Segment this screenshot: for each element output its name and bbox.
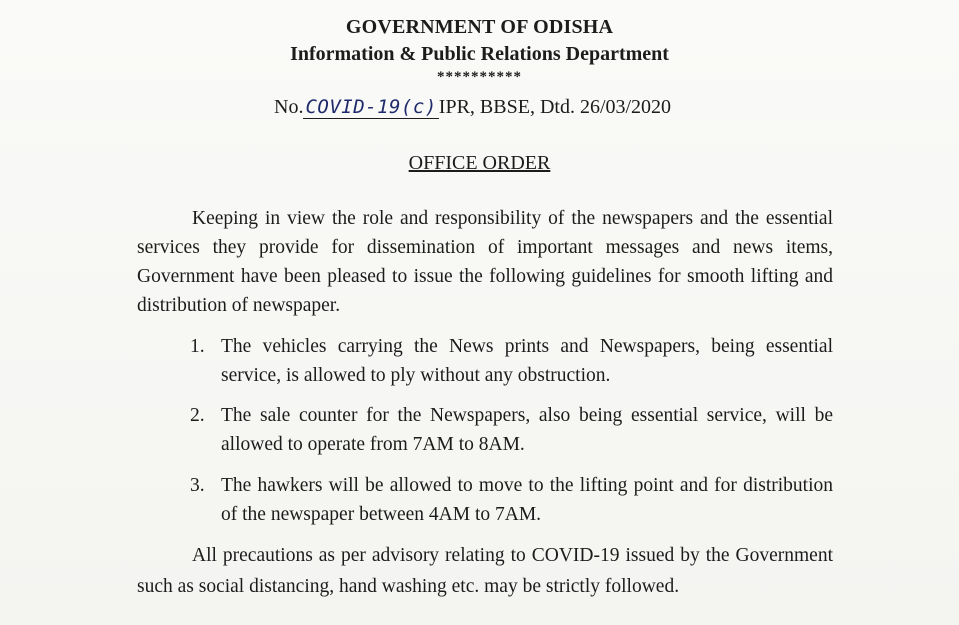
intro-paragraph: Keeping in view the role and responsibility of the newspapers and the essential services they provide for dissemination of important messages and news items, Government have been pleased to issue the following guidelines for smooth lifting and distribution of newspaper.: [137, 208, 833, 316]
guideline-item: [190, 332, 833, 390]
guideline-item: [190, 401, 833, 459]
guideline-number: 3.: [190, 475, 205, 496]
guideline-text: The hawkers will be allowed to move to the lifting point and for distribution of the newspaper between 4AM to 7AM.: [221, 475, 833, 525]
guideline-number: 2.: [190, 405, 205, 426]
guideline-text: The vehicles carrying the News prints and Newspapers, being essential service, is allowed to ply without any obstruction.: [221, 336, 833, 386]
handwritten-reference-number: COVID-19(c): [305, 96, 437, 118]
reference-prefix: No.: [274, 96, 304, 118]
guideline-text: The sale counter for the Newspapers, also being essential service, will be allowed to operate from 7AM to 8AM.: [221, 405, 833, 455]
reference-line: [274, 96, 671, 119]
closing-paragraph: All precautions as per advisory relating to COVID-19 issued by the Government such as social distancing, hand washing etc. may be strictly followed.: [137, 545, 833, 597]
guideline-number: 1.: [190, 336, 205, 357]
reference-suffix: IPR, BBSE, Dtd. 26/03/2020: [438, 96, 672, 118]
office-order-heading: OFFICE ORDER: [408, 152, 551, 174]
department-title: Information & Public Relations Department: [290, 43, 669, 65]
header-separator: **********: [437, 69, 522, 85]
government-title: GOVERNMENT OF ODISHA: [345, 16, 614, 38]
guideline-item: [190, 471, 833, 529]
